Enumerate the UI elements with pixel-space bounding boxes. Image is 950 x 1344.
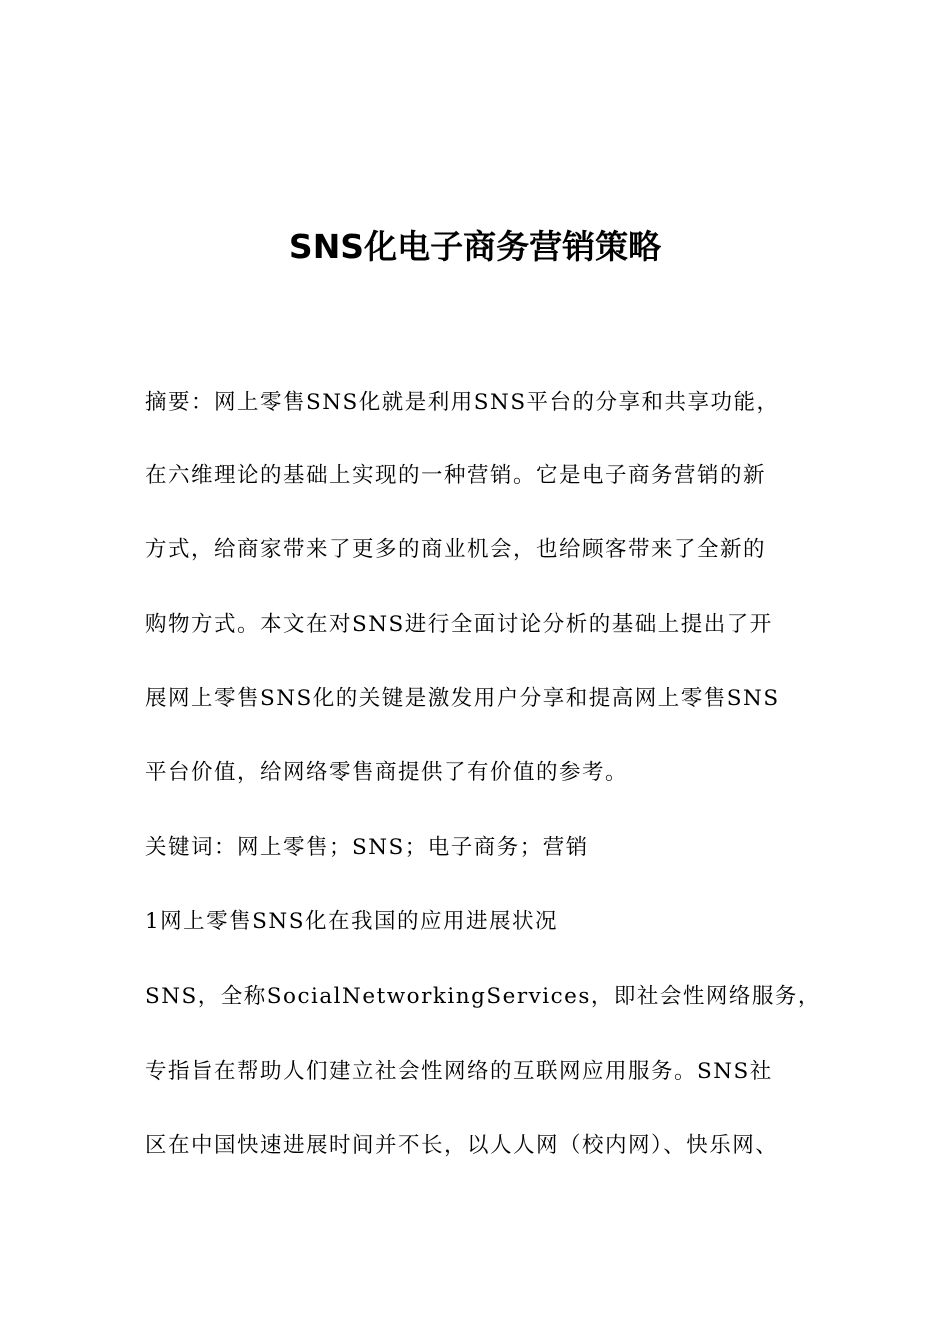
abstract-line-4: 购物方式。本文在对SNS进行全面讨论分析的基础上提出了开	[145, 612, 773, 637]
paragraph-line-2: 专指旨在帮助人们建立社会性网络的互联网应用服务。SNS社	[145, 1059, 773, 1084]
abstract-line-6: 平台价值，给网络零售商提供了有价值的参考。	[145, 760, 629, 785]
keywords-line: 关键词：网上零售；SNS；电子商务；营销	[145, 835, 589, 860]
section-heading: 1网上零售SNS化在我国的应用进展状况	[145, 909, 558, 934]
abstract-line-2: 在六维理论的基础上实现的一种营销。它是电子商务营销的新	[145, 463, 767, 488]
paragraph-line-3: 区在中国快速进展时间并不长，以人人网（校内网）、快乐网、	[145, 1133, 779, 1158]
abstract-line-3: 方式，给商家带来了更多的商业机会，也给顾客带来了全新的	[145, 537, 767, 562]
document-title: SNS化电子商务营销策略	[288, 227, 662, 266]
abstract-line-1: 摘要：网上零售SNS化就是利用SNS平台的分享和共享功能，	[145, 390, 780, 415]
abstract-line-5: 展网上零售SNS化的关键是激发用户分享和提高网上零售SNS	[145, 686, 780, 711]
paragraph-line-1: SNS，全称SocialNetworkingServices，即社会性网络服务，	[145, 984, 821, 1009]
